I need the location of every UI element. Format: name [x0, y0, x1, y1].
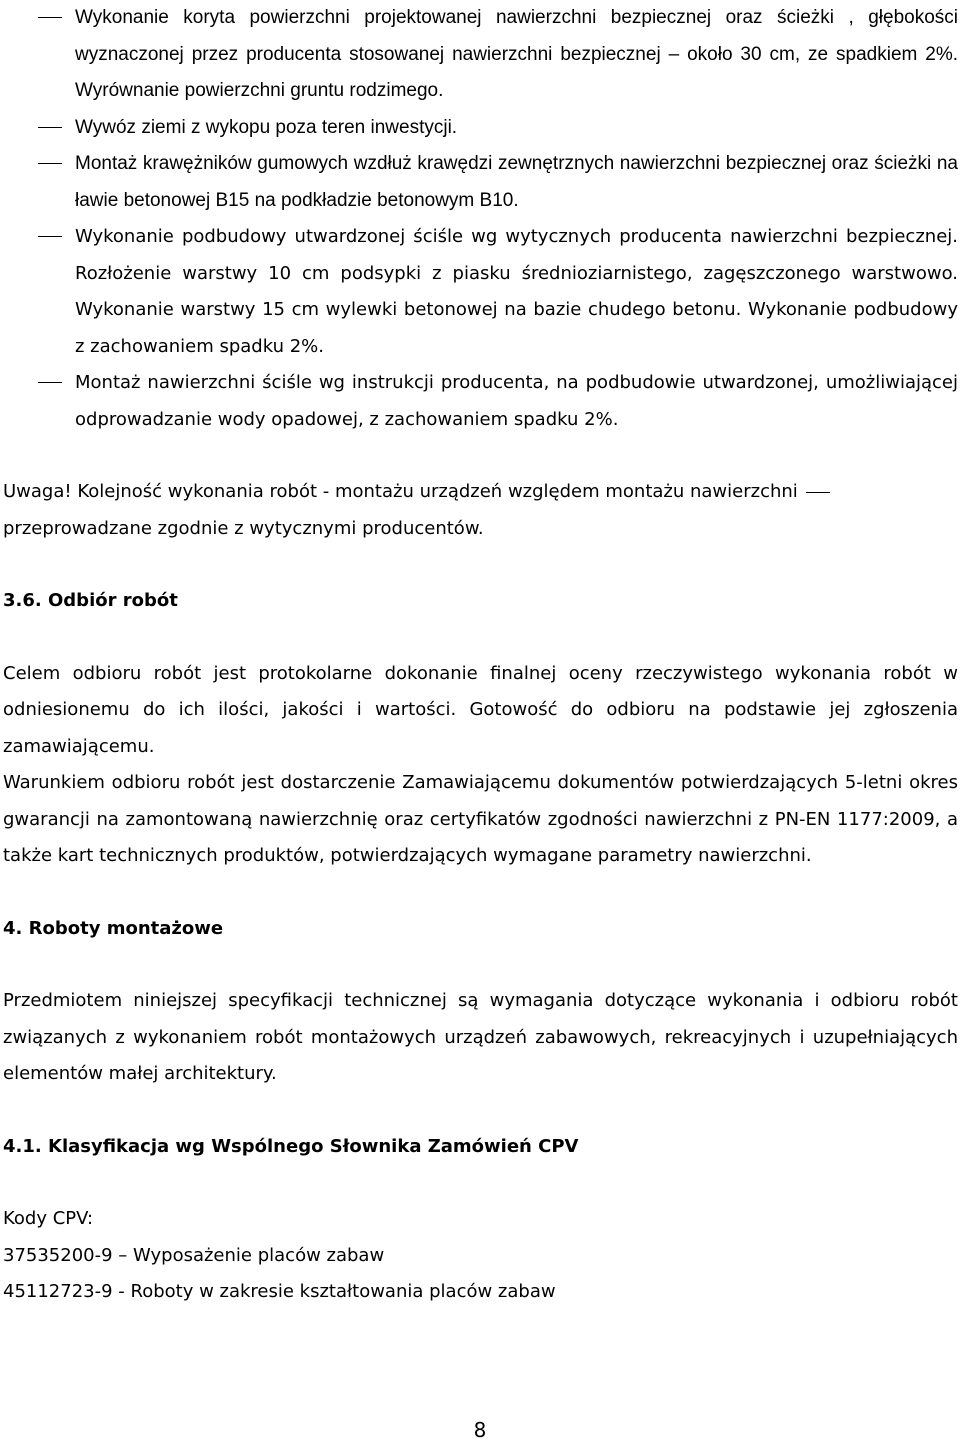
note-paragraph — [3, 474, 958, 547]
cpv-code-line: 45112723-9 - Roboty w zakresie kształtowania placów zabaw — [3, 1281, 556, 1302]
assembly-paragraph: Przedmiotem niniejszej specyfikacji technicznej są wymagania dotyczące wykonania i odbioru robót związanych z wykonaniem robót montażowych urządzeń zabawowych, rekreacyjnych i uzupełniających elementów małej architektury. — [3, 990, 958, 1084]
acceptance-paragraph-1: Celem odbioru robót jest protokolarne dokonanie finalnej oceny rzeczywistego wykonania robót w odniesionemu do ich ilości, jakości i wartości. Gotowość do odbioru na podstawie jej zgłoszenia zamawiającemu. — [3, 662, 958, 757]
page-number: 8 — [473, 1418, 487, 1442]
list-item-text: Montaż krawężników gumowych wzdłuż krawędzi zewnętrznych nawierzchni bezpiecznej oraz ścieżki na ławie betonowej B15 na podkładzie betonowym B10. — [75, 153, 958, 211]
list-item-text: Wykonanie podbudowy utwardzonej ściśle wg wytycznych producenta nawierzchni bezpiecznej. Rozłożenie warstwy 10 cm podsypki z piasku średnioziarnistego, zagęszczonego warstwowo. Wykonanie warstwy 15 cm wylewki betonowej na bazie chudego betonu. Wykonanie podbudowy z zachowaniem spadku 2%. — [75, 226, 958, 357]
section-heading-3-6: 3.6. Odbiór robót — [3, 590, 178, 611]
note-text-continued: przeprowadzane zgodnie z wytycznymi producentów. — [3, 517, 484, 539]
list-item — [3, 0, 958, 110]
dash-bullet-icon — [38, 127, 62, 128]
note-text: Uwaga! Kolejność wykonania robót - montażu urządzeń względem montażu nawierzchni — [3, 481, 798, 502]
list-item — [3, 365, 958, 438]
cpv-codes-label: Kody CPV: — [3, 1208, 94, 1229]
dash-bullet-icon — [38, 236, 62, 237]
list-item — [3, 110, 958, 147]
dash-bullet-icon — [38, 382, 62, 383]
spacer — [3, 1165, 958, 1201]
list-item — [3, 146, 958, 219]
section-heading-4: 4. Roboty montażowe — [3, 917, 224, 939]
acceptance-paragraph-2: Warunkiem odbioru robót jest dostarczenie Zamawiającemu dokumentów potwierdzających 5-letni okres gwarancji na zamontowaną nawierzchnię oraz certyfikatów zgodności nawierzchni z PN-EN 1177:2009, a także kart technicznych produktów, potwierdzających wymagane parametry nawierzchni. — [3, 772, 958, 866]
document-page — [3, 0, 958, 1311]
list-item-text: Montaż nawierzchni ściśle wg instrukcji producenta, na podbudowie utwardzonej, umożliwiającej odprowadzanie wody opadowej, z zachowaniem spadku 2%. — [75, 372, 958, 430]
spacer — [3, 875, 958, 911]
list-item — [3, 219, 958, 365]
work-steps-list — [3, 0, 958, 438]
list-item-text: Wykonanie koryta powierzchni projektowanej nawierzchni bezpiecznej oraz ścieżki , głębokości wyznaczonej przez producenta stosowanej nawierzchni bezpiecznej – około 30 cm, ze spadkiem 2%. Wyrównanie powierzchni gruntu rodzimego. — [75, 7, 958, 101]
dash-bullet-icon — [38, 17, 62, 18]
spacer — [3, 1093, 958, 1129]
cpv-code-line: 37535200-9 – Wyposażenie placów zabaw — [3, 1244, 385, 1266]
dash-icon — [806, 492, 830, 493]
dash-bullet-icon — [38, 163, 62, 164]
spacer — [3, 620, 958, 656]
section-heading-4-1: 4.1. Klasyfikacja wg Wspólnego Słownika Zamówień CPV — [3, 1135, 579, 1157]
spacer — [3, 947, 958, 983]
list-item-text: Wywóz ziemi z wykopu poza teren inwestycji. — [75, 116, 458, 138]
spacer — [3, 547, 958, 583]
spacer — [3, 438, 958, 474]
